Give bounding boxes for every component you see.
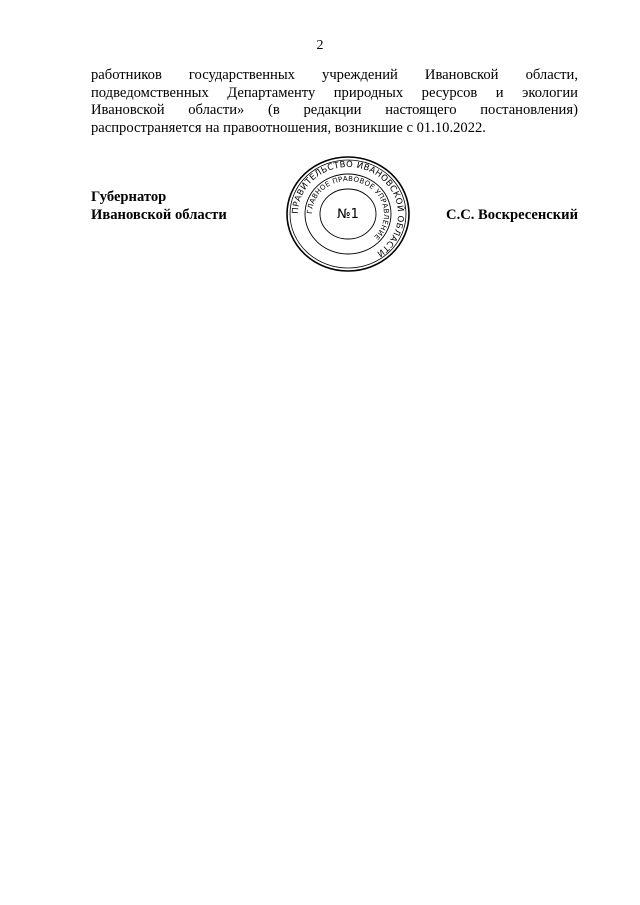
word: природных: [333, 84, 404, 101]
word: Департаменту: [227, 84, 316, 101]
seal-outer-text: ПРАВИТЕЛЬСТВО ИВАНОВСКОЙ ОБЛАСТИ: [290, 159, 406, 259]
word: области»: [188, 102, 245, 118]
word: настоящего: [385, 102, 457, 118]
seal-inner-text: ГЛАВНОЕ ПРАВОВОЕ УПРАВЛЕНИЕ: [305, 174, 391, 242]
word: распространяется на правоотношения, возникшие с 01.10.2022.: [91, 119, 486, 136]
word: работников: [91, 67, 162, 83]
page-number: 2: [316, 38, 324, 53]
word: и: [495, 84, 504, 101]
position-region: Ивановской области: [91, 207, 227, 223]
word: государственных: [188, 67, 295, 83]
signatory-name: С.С. Воскресенский: [446, 207, 578, 223]
word: (в: [268, 102, 280, 118]
word: Ивановской: [91, 102, 165, 118]
seal-graphic: [285, 155, 411, 273]
word: области,: [525, 67, 578, 83]
word: подведомственных: [91, 84, 209, 101]
position-title: Губернатор: [91, 189, 167, 205]
text-line-1: [91, 67, 578, 85]
signatory-position: [91, 188, 227, 224]
text-line-4: [91, 120, 578, 138]
word: постановления): [480, 102, 578, 118]
body-paragraph: [91, 67, 578, 137]
official-seal: [285, 155, 411, 273]
text-line-3: [91, 102, 578, 120]
word: ресурсов: [421, 84, 478, 101]
text-line-2: [91, 85, 578, 103]
word: учреждений: [322, 67, 398, 83]
word: Ивановской: [424, 67, 499, 83]
word: экологии: [522, 84, 578, 101]
seal-center-text: №1: [337, 207, 359, 222]
word: редакции: [303, 102, 362, 118]
